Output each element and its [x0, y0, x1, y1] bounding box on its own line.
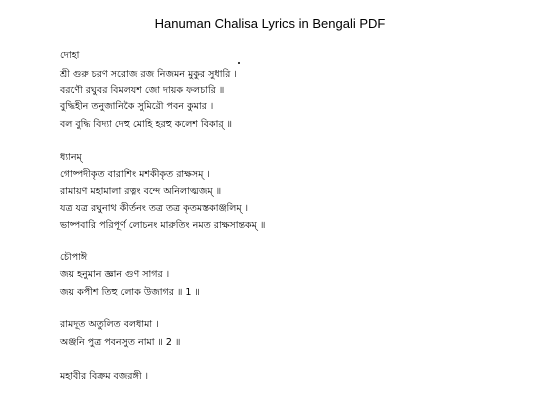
verse-line: জয় হনুমান জ্ঞান গুণ সাগর ।: [60, 269, 170, 280]
verse-line: শ্রী গুরু চরণ সরোজ রজ নিজমন মুকুর সুধারি ।: [60, 69, 237, 80]
verse-line: অঞ্জনি পুত্র পবনসুত নামা ॥ 2 ॥: [60, 337, 181, 348]
verse-line: রামায়ণ মহামালা রত্নং বন্দে অনিলাত্মজম্ ॥: [60, 186, 222, 197]
section-heading-doha: দোহা: [60, 50, 80, 61]
stray-dot: [238, 62, 240, 64]
verse-line: মহাবীর বিক্রম বজরঙ্গী ।: [60, 371, 148, 382]
verse-line: জয় কপীশ তিহু লোক উজাগর ॥ 1 ॥: [60, 287, 200, 298]
verse-line: বল বুদ্ধি বিদ্যা দেহু মোহি হরহু কলেশ বিকার্ ॥: [60, 119, 232, 130]
document-title: Hanuman Chalisa Lyrics in Bengali PDF: [154, 16, 386, 31]
verse-line: বুদ্ধিহীন তনুজানিকৈ সুমিরৌ পবন কুমার ।: [60, 101, 214, 112]
verse-line: ভাষ্পবারি পরিপূর্ণ লোচনং মারুতিং নমত রাক্ষসান্তকম্ ॥: [60, 220, 266, 231]
section-heading-dhyanam: ধ্যানম্: [60, 152, 82, 163]
verse-line: গোষ্পদীকৃত বারাশিং মশকীকৃত রাক্ষসম্ ।: [60, 169, 210, 180]
verse-line: রামদূত অতুলিত বলধামা ।: [60, 319, 159, 330]
verse-line: বরণৌ রঘুবর বিমলযশ জো দায়ক ফলচারি ॥: [60, 85, 225, 96]
verse-line: যত্র যত্র রঘুনাথ কীর্তনং তত্র তত্র কৃতমস্তকাঞ্জলিম্ ।: [60, 203, 249, 214]
section-heading-chaupai: চৌপাঈ: [60, 252, 88, 263]
